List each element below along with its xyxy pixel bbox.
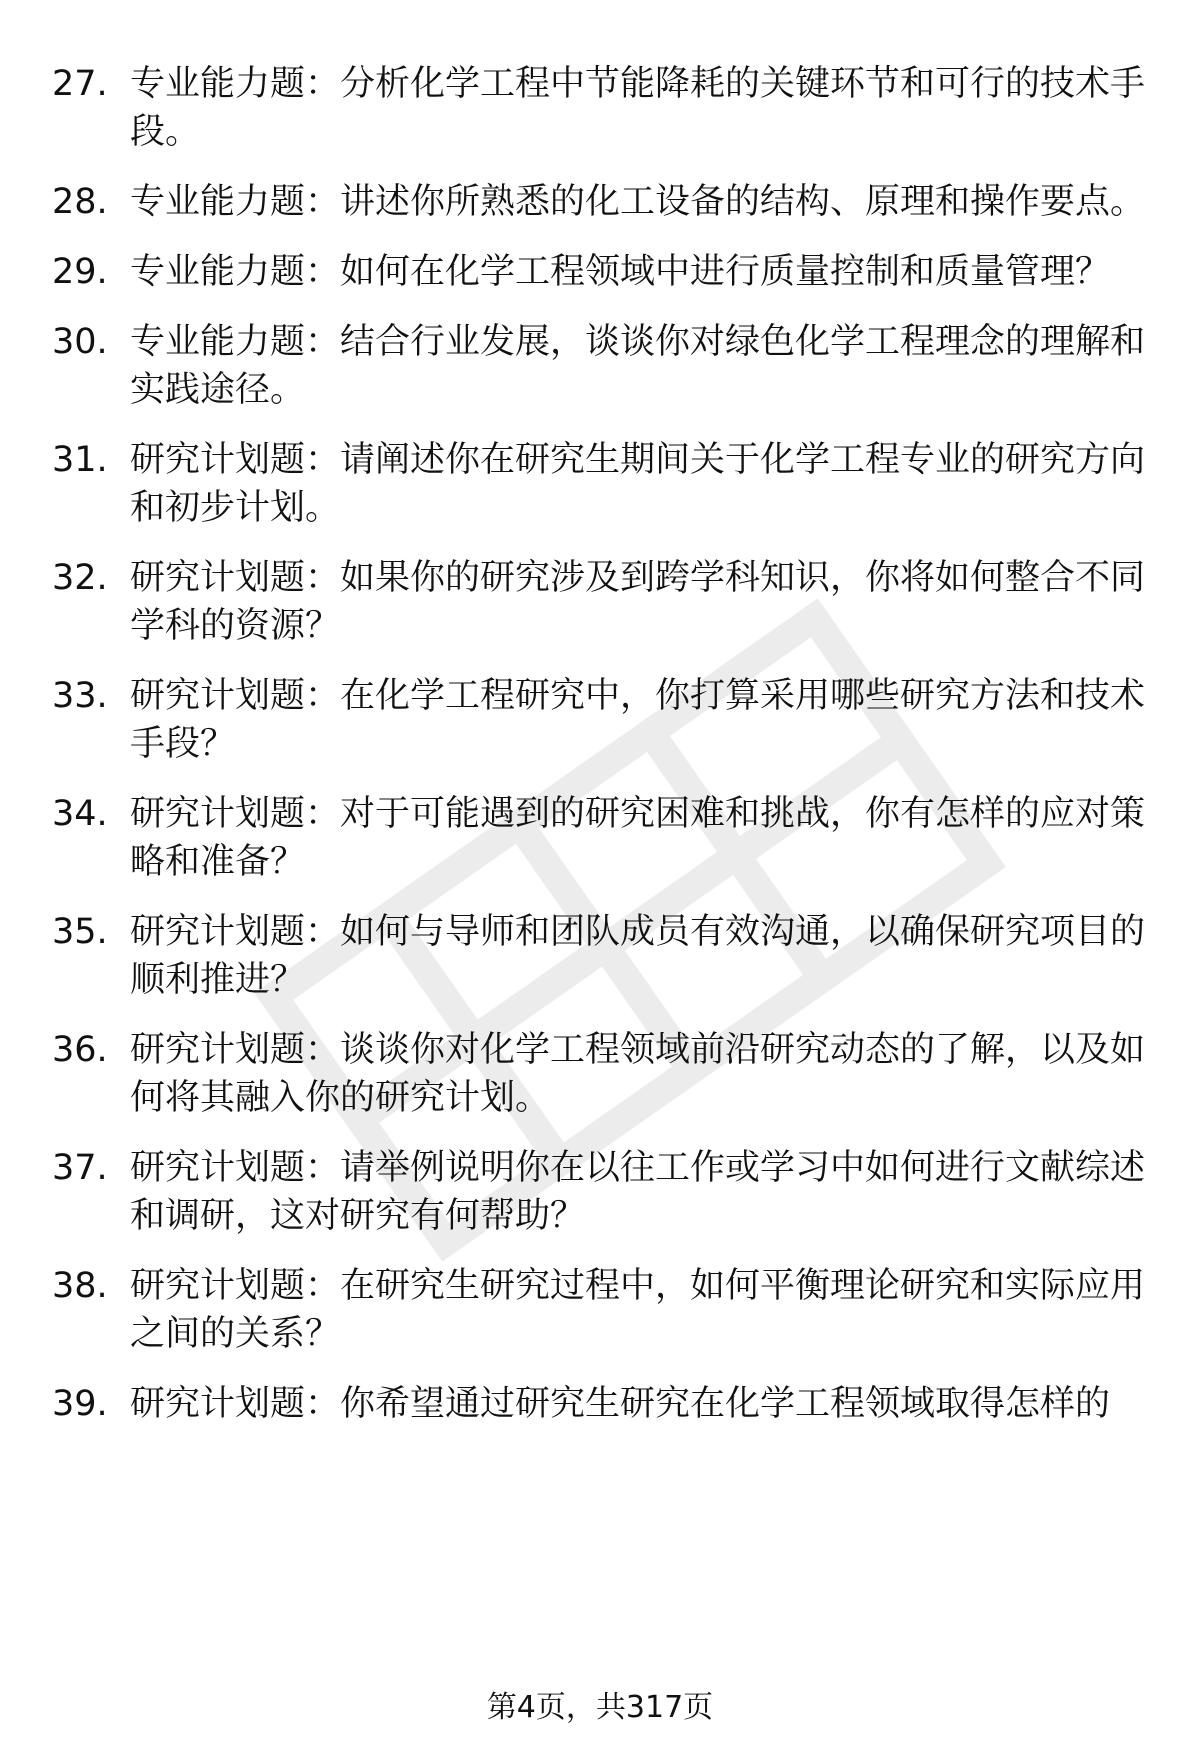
question-text: 研究计划题：请阐述你在研究生期间关于化学工程专业的研究方向和初步计划。 [130, 440, 1146, 528]
question-number: 33. [52, 676, 108, 716]
question-number: 29. [52, 252, 108, 292]
question-text: 研究计划题：在研究生研究过程中，如何平衡理论研究和实际应用之间的关系？ [130, 1266, 1146, 1354]
question-text: 研究计划题：请举例说明你在以往工作或学习中如何进行文献综述和调研，这对研究有何帮助？ [130, 1148, 1146, 1236]
list-item [52, 1380, 1162, 1428]
question-text: 研究计划题：如果你的研究涉及到跨学科知识，你将如何整合不同学科的资源？ [130, 558, 1146, 646]
list-item [52, 554, 1162, 650]
question-text: 专业能力题：如何在化学工程领域中进行质量控制和质量管理？ [130, 252, 1111, 292]
list-item [52, 436, 1162, 532]
question-number: 39. [52, 1384, 108, 1424]
question-list [52, 60, 1162, 1428]
question-text: 专业能力题：讲述你所熟悉的化工设备的结构、原理和操作要点。 [130, 182, 1146, 222]
list-item [52, 1026, 1162, 1122]
question-text: 专业能力题：分析化学工程中节能降耗的关键环节和可行的技术手段。 [130, 64, 1146, 152]
list-item [52, 908, 1162, 1004]
question-number: 37. [52, 1148, 108, 1188]
list-item [52, 790, 1162, 886]
list-item [52, 672, 1162, 768]
question-number: 35. [52, 912, 108, 952]
question-text: 研究计划题：在化学工程研究中，你打算采用哪些研究方法和技术手段？ [130, 676, 1146, 764]
question-number: 31. [52, 440, 108, 480]
question-text: 研究计划题：如何与导师和团队成员有效沟通，以确保研究项目的顺利推进？ [130, 912, 1146, 1000]
list-item [52, 1262, 1162, 1358]
question-number: 32. [52, 558, 108, 598]
list-item [52, 1144, 1162, 1240]
list-item [52, 248, 1162, 296]
question-text: 研究计划题：对于可能遇到的研究困难和挑战，你有怎样的应对策略和准备？ [130, 794, 1146, 882]
question-text: 专业能力题：结合行业发展，谈谈你对绿色化学工程理念的理解和实践途径。 [130, 322, 1146, 410]
list-item [52, 178, 1162, 226]
question-number: 36. [52, 1030, 108, 1070]
page-footer: 第4页，共317页 [486, 1690, 714, 1725]
list-item [52, 60, 1162, 156]
question-number: 28. [52, 182, 108, 222]
question-number: 38. [52, 1266, 108, 1306]
question-text: 研究计划题：你希望通过研究生研究在化学工程领域取得怎样的 [130, 1384, 1111, 1424]
question-number: 34. [52, 794, 108, 834]
question-number: 27. [52, 64, 108, 104]
list-item [52, 318, 1162, 414]
question-number: 30. [52, 322, 108, 362]
question-text: 研究计划题：谈谈你对化学工程领域前沿研究动态的了解，以及如何将其融入你的研究计划。 [130, 1030, 1146, 1118]
